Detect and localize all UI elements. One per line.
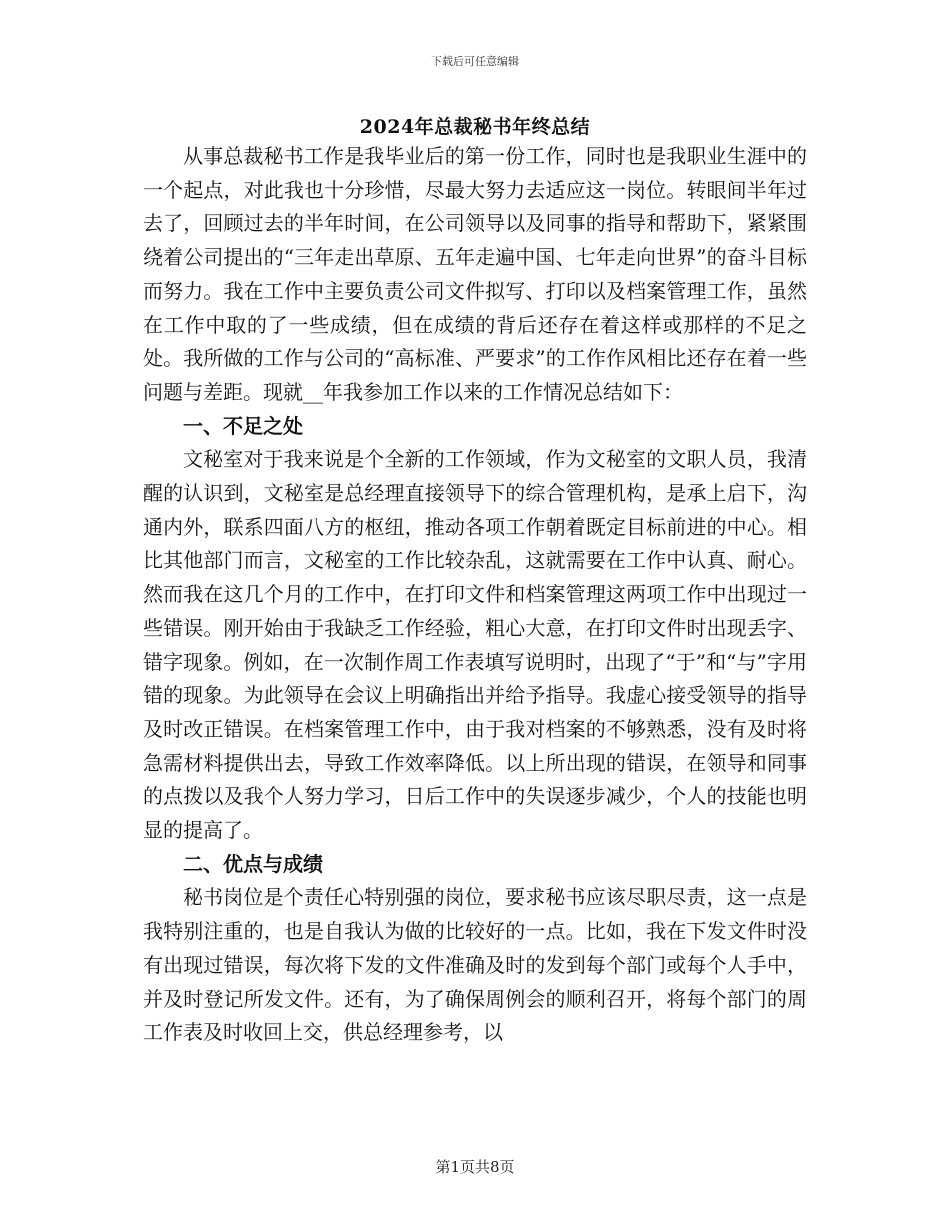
section-heading-shortcomings: 一、不足之处 (183, 413, 303, 438)
section-heading-achievements: 二、优点与成绩 (183, 851, 323, 876)
page-number: 第1页共8页 (435, 1158, 515, 1176)
page-header-note: 下载后可任意编辑 (431, 55, 519, 68)
intro-paragraph: 从事总裁秘书工作是我毕业后的第一份工作，同时也是我职业生涯中的一个起点，对此我也十分珍惜，尽最大努力去适应这一岗位。转眼间半年过去了，回顾过去的半年时间，在公司领导以及同事的指导和帮助下，紧紧围绕着公司提出的“三年走出草原、五年走遍中国、七年走向世界”的奋斗目标而努力。我在工作中主要负责公司文件拟写、打印以及档案管理工作，虽然在工作中取的了一些成绩，但在成绩的背后还存在着这样或那样的不足之处。我所做的工作与公司的“高标准、严要求”的工作作风相比还存在着一些问题与差距。现就__年我参加工作以来的工作情况总结如下： (143, 144, 807, 404)
document-title: 2024年总裁秘书年终总结 (359, 116, 591, 138)
shortcomings-paragraph: 文秘室对于我来说是个全新的工作领域，作为文秘室的文职人员，我清醒的认识到，文秘室是总经理直接领导下的综合管理机构，是承上启下，沟通内外，联系四面八方的枢纽，推动各项工作朝着既定目标前进的中心。相比其他部门而言，文秘室的工作比较杂乱，这就需要在工作中认真、耐心。然而我在这几个月的工作中，在打印文件和档案管理这两项工作中出现过一些错误。刚开始由于我缺乏工作经验，粗心大意，在打印文件时出现丢字、错字现象。例如，在一次制作周工作表填写说明时，出现了“于”和“与”字用错的现象。为此领导在会议上明确指出并给予指导。我虚心接受领导的指导及时改正错误。在档案管理工作中，由于我对档案的不够熟悉，没有及时将急需材料提供出去，导致工作效率降低。以上所出现的错误，在领导和同事的点拨以及我个人努力学习，日后工作中的失误逐步减少，个人的技能也明显的提高了。 (143, 447, 807, 843)
document-body (143, 140, 807, 1050)
achievements-paragraph: 秘书岗位是个责任心特别强的岗位，要求秘书应该尽职尽责，这一点是我特别注重的，也是自我认为做的比较好的一点。比如，我在下发文件时没有出现过错误，每次将下发的文件准确及时的发到每个部门或每个人手中，并及时登记所发文件。还有，为了确保周例会的顺利召开，将每个部门的周工作表及时收回上交，供总经理参考，以 (143, 885, 807, 1045)
